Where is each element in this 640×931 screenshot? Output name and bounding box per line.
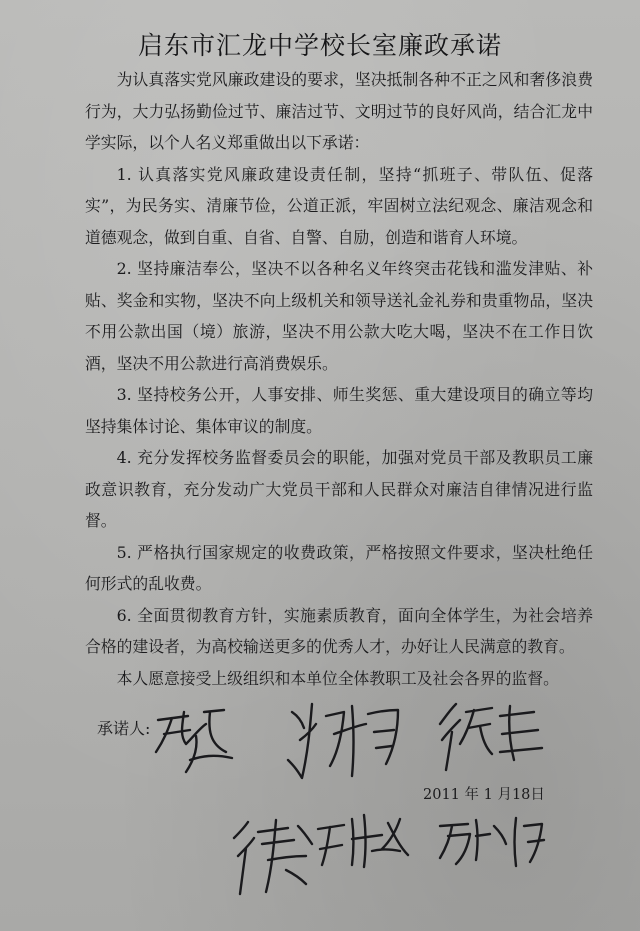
commitment-item-1: 1. 认真落实党风廉政建设责任制，坚持“抓班子、带队伍、促落实”，为民务实、清廉节俭，公道正派，牢固树立法纪观念、廉洁观念和道德观念，做到自重、自省、自警、自励，创造和谐育人环境。 bbox=[85, 164, 593, 247]
document-title: 启东市汇龙中学校长室廉政承诺 bbox=[137, 31, 502, 60]
handwritten-signature-2 bbox=[282, 694, 417, 789]
document-body bbox=[85, 64, 593, 694]
handwritten-signature-6 bbox=[432, 806, 552, 878]
commitment-item-5: 5. 严格执行国家规定的收费政策，严格按照文件要求，坚决杜绝任何形式的乱收费。 bbox=[85, 542, 593, 593]
handwritten-signature-5 bbox=[312, 805, 420, 885]
handwritten-signature-1 bbox=[150, 700, 240, 785]
commitment-item-4: 4. 充分发挥校务监督委员会的职能，加强对党员干部及教职员工廉政意识教育，充分发动广大党员干部和人民群众对廉洁自律情况进行监督。 bbox=[85, 448, 593, 530]
signers-label: 承诺人: bbox=[97, 719, 151, 738]
intro-paragraph: 为认真落实党风廉政建设的要求，坚决抵制各种不正之风和奢侈浪费行为，大力弘扬勤俭过节、廉洁过节、文明过节的良好风尚，结合汇龙中学实际，以个人名义郑重做出以下承诺： bbox=[85, 70, 593, 152]
handwritten-signature-4 bbox=[228, 808, 323, 903]
commitment-date: 2011 年 1 月18日 bbox=[423, 787, 545, 803]
handwritten-signature-3 bbox=[430, 696, 550, 781]
commitment-item-6: 6. 全面贯彻教育方针，实施素质教育，面向全体学生，为社会培养合格的建设者，为高校输送更多的优秀人才，办好让人民满意的教育。 bbox=[85, 605, 593, 656]
commitment-item-3: 3. 坚持校务公开，人事安排、师生奖惩、重大建设项目的确立等均坚持集体讨论、集体审议的制度。 bbox=[85, 385, 593, 436]
supervision-statement: 本人愿意接受上级组织和本单位全体教职工及社会各界的监督。 bbox=[116, 668, 559, 688]
commitment-item-2: 2. 坚持廉洁奉公，坚决不以各种名义年终突击花钱和滥发津贴、补贴、奖金和实物，坚决不向上级机关和领导送礼金礼券和贵重物品，坚决不用公款出国（境）旅游，坚决不用公款大吃大喝，坚决不在工作日饮酒，坚决不用公款进行高消费娱乐。 bbox=[85, 259, 593, 373]
